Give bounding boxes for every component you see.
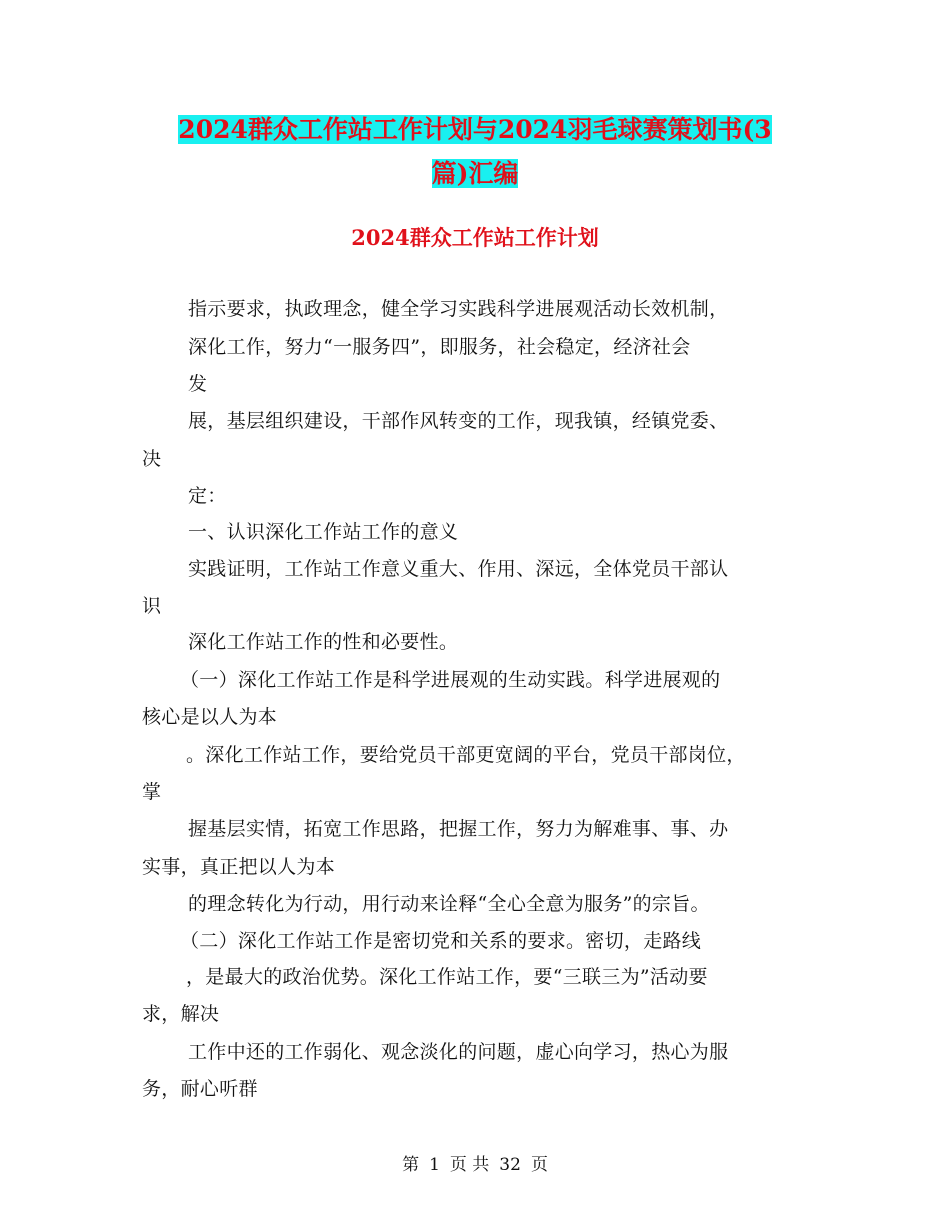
body-line: ，是最大的政治优势。深化工作站工作，要“三联三为”活动要 (186, 966, 708, 988)
body-line: 。深化工作站工作，要给党员干部更宽阔的平台，党员干部岗位， (186, 744, 746, 766)
footer-middle: 页 共 (449, 1155, 490, 1175)
body-line: 深化工作，努力“一服务四”，即服务，社会稳定，经济社会 (188, 336, 691, 358)
page-footer (0, 1150, 950, 1180)
section-heading: 一、认识深化工作站工作的意义 (188, 521, 459, 543)
body-line: 务，耐心听群 (142, 1078, 258, 1100)
section-title: 2024群众工作站工作计划 (351, 225, 599, 250)
footer-page-number: 1 (429, 1155, 440, 1175)
body-line: 实事，真正把以人为本 (142, 856, 336, 878)
body-line: 求，解决 (142, 1003, 220, 1025)
body-line: 掌 (142, 781, 162, 803)
body-line: 实践证明，工作站工作意义重大、作用、深远，全体党员干部认 (188, 558, 729, 580)
body-line: 核心是以人为本 (142, 706, 278, 728)
footer-total-pages: 32 (499, 1155, 521, 1175)
body-line: 决 (142, 448, 162, 470)
body-line: 工作中还的工作弱化、观念淡化的问题，虚心向学习，热心为服 (188, 1041, 729, 1063)
body-line: 定： (188, 485, 227, 507)
body-line: （一）深化工作站工作是科学进展观的生动实践。科学进展观的 (180, 669, 721, 691)
body-line: 指示要求，执政理念，健全学习实践科学进展观活动长效机制， (188, 298, 729, 320)
footer-prefix: 第 (402, 1155, 420, 1175)
footer-suffix: 页 (530, 1155, 548, 1175)
document-title-line-2: 篇)汇编 (431, 159, 519, 188)
document-title-line-1: 2024群众工作站工作计划与2024羽毛球赛策划书(3 (178, 115, 772, 144)
body-line: 展，基层组织建设，干部作风转变的工作，现我镇，经镇党委、 (188, 410, 729, 432)
body-line: 深化工作站工作的性和必要性。 (188, 631, 459, 653)
body-line: 握基层实情，拓宽工作思路，把握工作，努力为解难事、事、办 (188, 818, 729, 840)
body-line: 的理念转化为行动，用行动来诠释“全心全意为服务”的宗旨。 (188, 893, 710, 915)
body-line: （二）深化工作站工作是密切党和关系的要求。密切，走路线 (180, 930, 702, 952)
body-line: 识 (142, 595, 162, 617)
body-line: 发 (188, 373, 208, 395)
